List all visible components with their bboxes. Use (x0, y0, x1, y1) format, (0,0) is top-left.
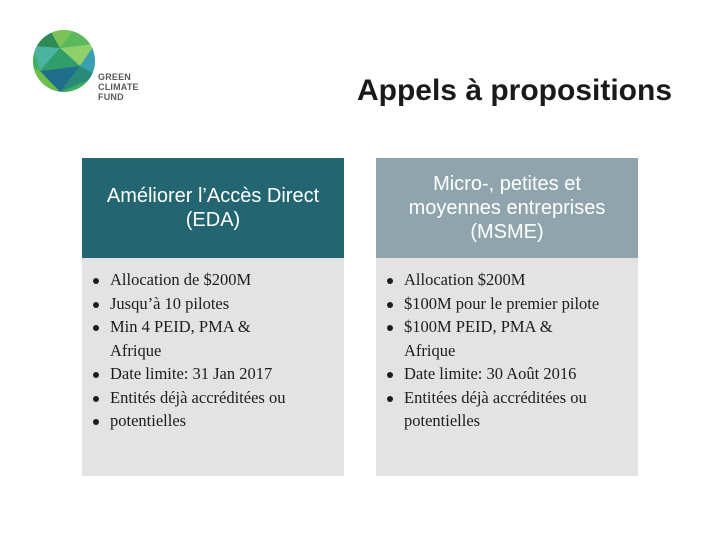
eda-bullet-list (82, 258, 344, 433)
logo-line: CLIMATE (98, 82, 139, 92)
list-item: Jusqu’à 10 pilotes (110, 292, 334, 316)
slide-title: Appels à propositions (356, 74, 672, 107)
list-item: $100M PEID, PMA & Afrique (404, 315, 628, 362)
logo-wordmark (98, 72, 139, 102)
green-climate-fund-logo (30, 26, 160, 116)
list-item: Entités déjà accréditées ou (110, 386, 334, 410)
list-item: $100M pour le premier pilote (404, 292, 628, 316)
msme-heading: Micro-, petites et moyennes entreprises (MSME) (376, 158, 638, 258)
list-item: Allocation de $200M (110, 268, 334, 292)
list-item: Date limite: 31 Jan 2017 (110, 362, 334, 386)
list-item: Date limite: 30 Août 2016 (404, 362, 628, 386)
eda-heading: Améliorer l’Accès Direct (EDA) (82, 158, 344, 258)
list-item: Min 4 PEID, PMA & Afrique (110, 315, 334, 362)
eda-panel (82, 158, 344, 476)
globe-icon (30, 26, 98, 96)
logo-line: FUND (98, 92, 124, 102)
list-item: Entitées déjà accréditées ou potentielles (404, 386, 628, 433)
msme-bullet-list (376, 258, 638, 433)
list-item: Allocation $200M (404, 268, 628, 292)
logo-line: GREEN (98, 72, 132, 82)
list-item: potentielles (110, 409, 334, 433)
msme-panel (376, 158, 638, 476)
